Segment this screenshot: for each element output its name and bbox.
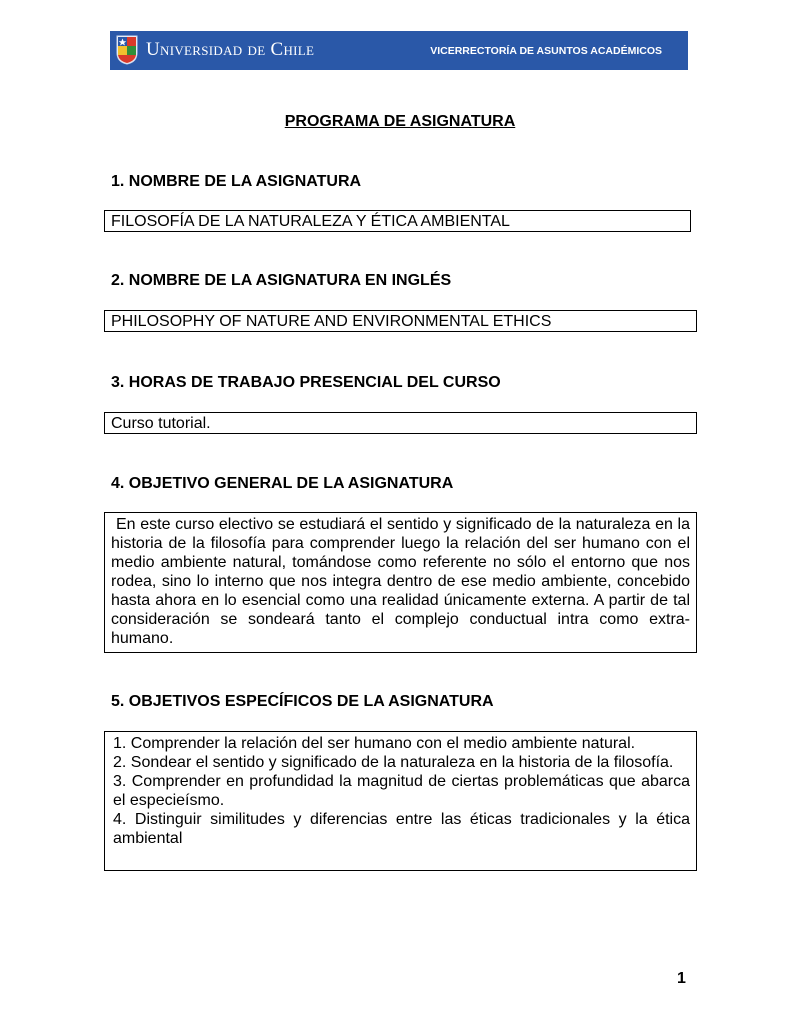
university-name: Universidad de Chile [146, 39, 315, 60]
objective-item: 4. Distinguir similitudes y diferencias entre las éticas tradicionales y la ética ambiental [113, 811, 690, 847]
course-name-english-value: PHILOSOPHY OF NATURE AND ENVIRONMENTAL ETHICS [111, 313, 552, 330]
section-3-heading: 3. HORAS DE TRABAJO PRESENCIAL DEL CURSO [111, 374, 501, 391]
section-4-heading: 4. OBJETIVO GENERAL DE LA ASIGNATURA [111, 475, 454, 492]
course-name-value: FILOSOFÍA DE LA NATURALEZA Y ÉTICA AMBIENTAL [111, 213, 510, 230]
section-2-heading: 2. NOMBRE DE LA ASIGNATURA EN INGLÉS [111, 272, 452, 289]
course-name-box [104, 210, 691, 232]
course-hours-value: Curso tutorial. [111, 415, 211, 432]
university-crest-icon [116, 35, 138, 65]
objective-item: 3. Comprender en profundidad la magnitud de ciertas problemáticas que abarca el especieísmo. [113, 773, 690, 809]
department-name: VICERRECTORÍA DE ASUNTOS ACADÉMICOS [430, 45, 662, 57]
objective-item: 2. Sondear el sentido y significado de la naturaleza en la historia de la filosofía. [113, 754, 674, 771]
document-title: PROGRAMA DE ASIGNATURA [284, 113, 516, 130]
header-banner [110, 31, 688, 70]
section-5-heading: 5. OBJETIVOS ESPECÍFICOS DE LA ASIGNATURA [111, 693, 494, 710]
page-number: 1 [677, 970, 686, 987]
objective-item: 1. Comprender la relación del ser humano con el medio ambiente natural. [113, 735, 636, 752]
general-objective-box [104, 512, 697, 653]
course-name-english-box [104, 310, 697, 332]
general-objective-text: En este curso electivo se estudiará el sentido y significado de la naturaleza en la historia de la filosofía para comprender luego la relación del ser humano con el medio ambiente natural, tomándose como referente no sólo el entorno que nos rodea, sino lo interno que nos integra dentro de ese medio ambiente, concebido hasta ahora en lo esencial como una realidad únicamente externa. A partir de tal consideración se sondeará tanto el complejo conductual intra como extra-humano. [111, 516, 690, 647]
course-hours-box [104, 412, 697, 434]
specific-objectives-box [104, 731, 697, 871]
section-1-heading: 1. NOMBRE DE LA ASIGNATURA [111, 173, 362, 190]
